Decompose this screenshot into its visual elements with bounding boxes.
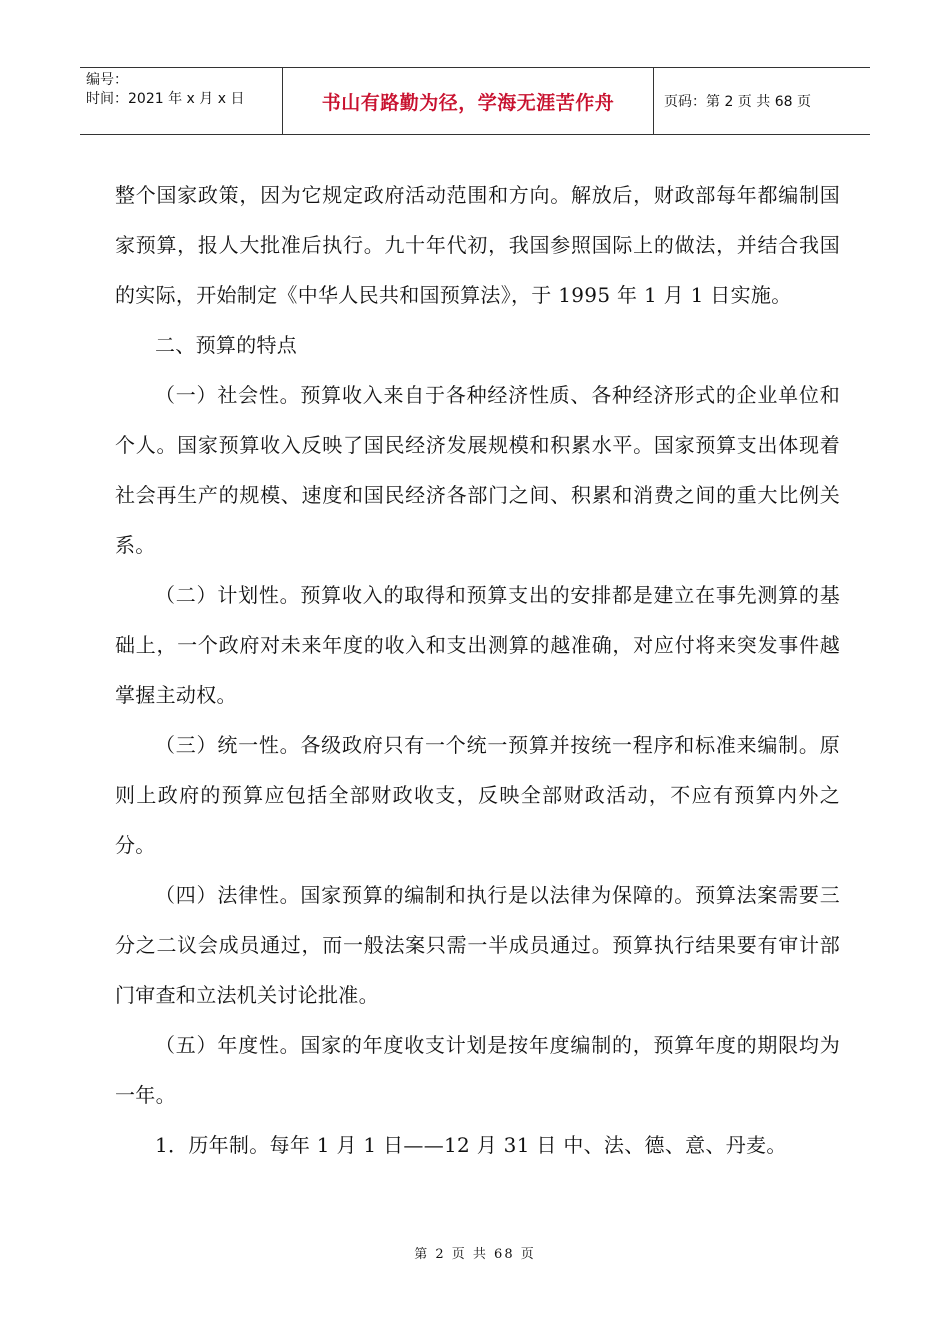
paragraph-intro: 整个国家政策，因为它规定政府活动范围和方向。解放后，财政部每年都编制国家预算，报人大批准后执行。九十年代初，我国参照国际上的做法，并结合我国的实际，开始制定《中华人民共和国预算法》，于 1995 年 1 月 1 日实施。 — [115, 183, 840, 307]
header-page-info: 页码：第 2 页 共 68 页 — [664, 94, 811, 110]
paragraph-planning: （二）计划性。预算收入的取得和预算支出的安排都是建立在事先测算的基础上，一个政府对未来年度的收入和支出测算的越准确，对应付将来突发事件越掌握主动权。 — [115, 583, 840, 707]
document-number-label: 编号： — [86, 72, 128, 88]
document-body — [115, 170, 840, 1170]
section-heading: 二、预算的特点 — [155, 333, 298, 357]
paragraph-annual: （五）年度性。国家的年度收支计划是按年度编制的，预算年度的期限均为一年。 — [115, 1033, 840, 1107]
page-footer: 第 2 页 共 68 页 — [414, 1247, 536, 1262]
header-table — [80, 67, 870, 135]
paragraph-calendar-year: 1．历年制。每年 1 月 1 日——12 月 31 日 中、法、德、意、丹麦。 — [155, 1133, 787, 1157]
paragraph-legality: （四）法律性。国家预算的编制和执行是以法律为保障的。预算法案需要三分之二议会成员通过，而一般法案只需一半成员通过。预算执行结果要有审计部门审查和立法机关讨论批准。 — [115, 883, 840, 1007]
paragraph-unity: （三）统一性。各级政府只有一个统一预算并按统一程序和标准来编制。原则上政府的预算应包括全部财政收支，反映全部财政活动，不应有预算内外之分。 — [115, 733, 840, 857]
document-time-label: 时间：2021 年 x 月 x 日 — [86, 91, 245, 107]
header-motto: 书山有路勤为径，学海无涯苦作舟 — [283, 68, 654, 134]
paragraph-social: （一）社会性。预算收入来自于各种经济性质、各种经济形式的企业单位和个人。国家预算收入反映了国民经济发展规模和积累水平。国家预算支出体现着社会再生产的规模、速度和国民经济各部门之间、积累和消费之间的重大比例关系。 — [115, 383, 840, 557]
header-meta-cell — [80, 68, 283, 134]
